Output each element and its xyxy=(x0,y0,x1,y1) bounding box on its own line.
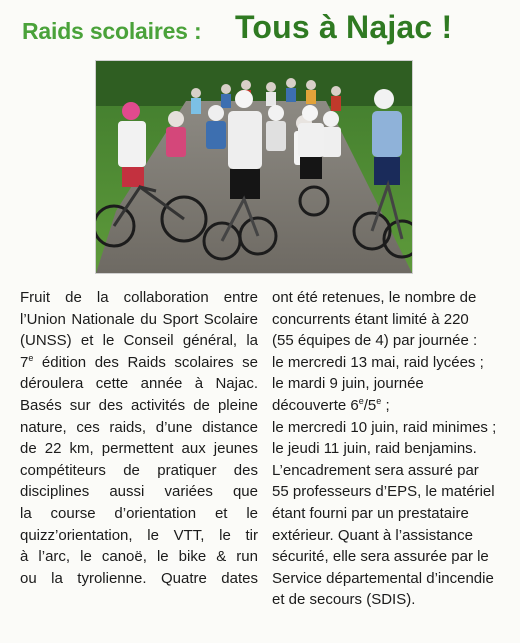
text-line: et de secours (SDIS). xyxy=(272,591,416,609)
text-line: nature, ces raids, d’une distance xyxy=(20,418,258,436)
article-column-right xyxy=(272,287,508,611)
schedule-line: découverte 6e/5e ; xyxy=(272,395,390,414)
cyclists-on-road-photo xyxy=(95,60,413,274)
schedule-line: le jeudi 11 juin, raid benjamins. xyxy=(272,440,477,458)
text-line: 7e édition des Raids scolaires se xyxy=(20,352,258,371)
text-line: ou la tyrolienne. Quatre dates xyxy=(20,569,258,587)
text-line: étant fourni par un prestataire xyxy=(272,504,469,522)
text-line: (UNSS) et le Conseil général, la xyxy=(20,332,258,350)
photo-illustration xyxy=(96,61,412,273)
text-line: sécurité, elle sera assurée par le xyxy=(272,548,489,566)
text-line: Service départemental d’incendie xyxy=(272,569,494,587)
text-line: de 22 km, permettent aux jeunes xyxy=(20,440,258,458)
text-line: la course d’orientation et le xyxy=(20,504,258,522)
schedule-line: le mercredi 13 mai, raid lycées ; xyxy=(272,353,484,371)
text-line: à l’arc, le canoë, le bike & run xyxy=(20,548,258,566)
text-line: 55 professeurs d’EPS, le matériel xyxy=(272,483,495,501)
article-headline xyxy=(22,6,502,50)
text-line: ont été retenues, le nombre de xyxy=(272,289,477,306)
text-line: extérieur. Quant à l’assistance xyxy=(272,526,473,544)
text-line: l’Union Nationale du Sport Scolaire xyxy=(20,310,258,328)
text-line: concurrents étant limité à 220 xyxy=(272,310,469,328)
text-line: déroulera cette année à Najac. xyxy=(20,375,258,393)
text-line: disciplines aussi variées que xyxy=(20,483,258,501)
text-line: compétiteurs de pratiquer des xyxy=(20,461,258,479)
text-line: L’encadrement sera assuré par xyxy=(272,461,479,479)
text-line: Basés sur des activités de pleine xyxy=(20,396,258,414)
text-line: (55 équipes de 4) par journée : xyxy=(272,332,478,350)
text-line: quizz’orientation, le VTT, le tir xyxy=(20,526,258,544)
text-line: Fruit de la collaboration entre xyxy=(20,289,258,306)
headline-kicker: Raids scolaires : xyxy=(22,18,202,44)
headline-main: Tous à Najac ! xyxy=(235,9,453,45)
article-column-left xyxy=(20,287,258,589)
schedule-line: le mardi 9 juin, journée xyxy=(272,375,424,393)
schedule-line: le mercredi 10 juin, raid minimes ; xyxy=(272,418,497,436)
